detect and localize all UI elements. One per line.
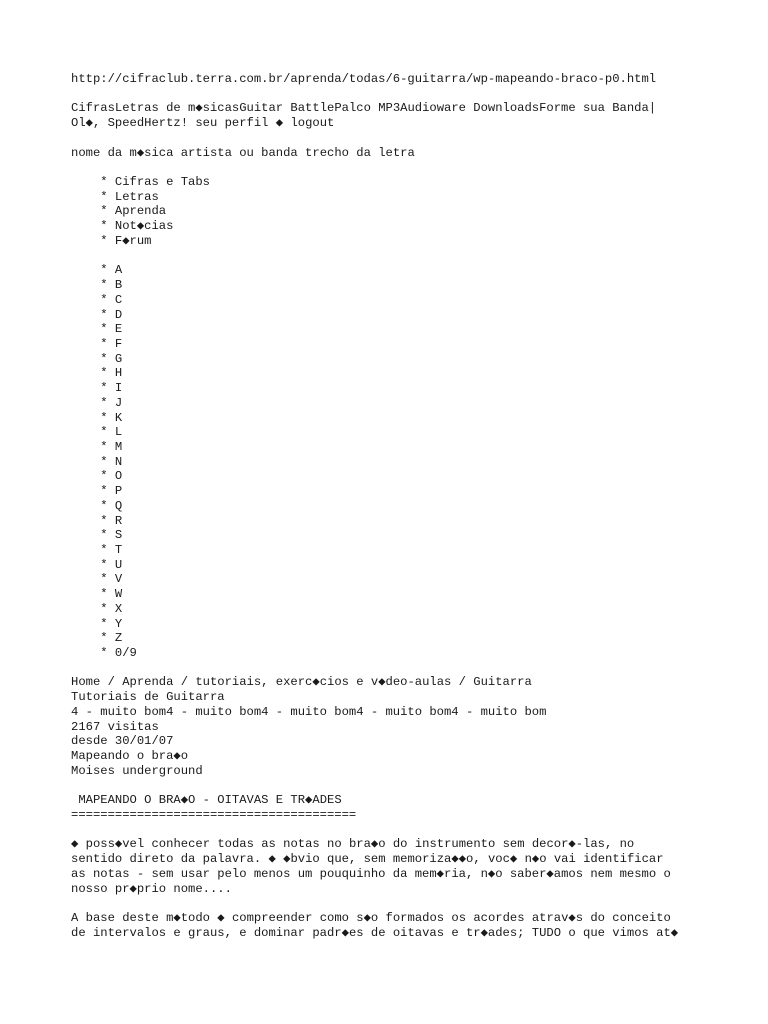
- alpha-item[interactable]: * M: [71, 439, 123, 454]
- search-options[interactable]: nome da m◆sica artista ou banda trecho da letra: [71, 145, 415, 160]
- article-paragraph-2: [71, 911, 751, 940]
- alpha-item[interactable]: * A: [71, 263, 123, 278]
- alpha-item[interactable]: * Y: [71, 616, 123, 631]
- alpha-item[interactable]: * W: [71, 587, 123, 602]
- main-nav-item-noticias[interactable]: * Not◆cias: [71, 219, 174, 234]
- paragraph-line: de intervalos e graus, e dominar padr◆es de oitavas e tr◆ades; TUDO o que vimos at◆: [71, 925, 679, 940]
- top-menu-bar[interactable]: CifrasLetras de m◆sicasGuitar BattlePalco MP3Audioware DownloadsForme sua Banda|: [71, 101, 657, 116]
- paragraph-line: nosso pr◆prio nome....: [71, 881, 232, 896]
- alpha-item[interactable]: * G: [71, 351, 123, 366]
- spacer: [71, 779, 751, 794]
- spacer: [71, 896, 751, 911]
- alphabet-nav-list: [71, 263, 751, 660]
- publish-date: desde 30/01/07: [71, 734, 174, 749]
- spacer: [71, 823, 751, 838]
- page-url[interactable]: http://cifraclub.terra.com.br/aprenda/todas/6-guitarra/wp-mapeando-braco-p0.html: [71, 72, 657, 86]
- alpha-item[interactable]: * P: [71, 484, 123, 499]
- alpha-item[interactable]: * L: [71, 425, 123, 440]
- alpha-item[interactable]: * B: [71, 278, 123, 293]
- main-nav-item-forum[interactable]: * F◆rum: [71, 233, 152, 248]
- rating-options[interactable]: 4 - muito bom4 - muito bom4 - muito bom4 - muito bom4 - muito bom: [71, 704, 547, 719]
- alpha-item[interactable]: * E: [71, 322, 123, 337]
- alpha-item[interactable]: * V: [71, 572, 123, 587]
- paragraph-line: as notas - sem usar pelo menos um pouquinho da mem◆ria, n◆o saber◆amos nem mesmo o: [71, 866, 671, 881]
- alpha-item[interactable]: * K: [71, 410, 123, 425]
- user-greeting-line[interactable]: Ol◆, SpeedHertz! seu perfil ◆ logout: [71, 116, 335, 131]
- document-page: [71, 72, 751, 940]
- section-title: Tutoriais de Guitarra: [71, 690, 225, 705]
- article-author[interactable]: Moises underground: [71, 763, 203, 778]
- alpha-item[interactable]: * U: [71, 557, 123, 572]
- spacer: [71, 87, 751, 102]
- spacer: [71, 131, 751, 146]
- spacer: [71, 249, 751, 264]
- main-nav-item-aprenda[interactable]: * Aprenda: [71, 204, 167, 219]
- alpha-item[interactable]: * O: [71, 469, 123, 484]
- alpha-item[interactable]: * C: [71, 292, 123, 307]
- paragraph-line: A base deste m◆todo ◆ compreender como s◆o formados os acordes atrav◆s do conceito: [71, 910, 671, 925]
- alpha-item[interactable]: * Q: [71, 498, 123, 513]
- main-nav-list: [71, 175, 751, 249]
- alpha-item[interactable]: * H: [71, 366, 123, 381]
- breadcrumb[interactable]: Home / Aprenda / tutoriais, exerc◆cios e v◆deo-aulas / Guitarra: [71, 675, 532, 690]
- alpha-item[interactable]: * D: [71, 307, 123, 322]
- alpha-item[interactable]: * F: [71, 336, 123, 351]
- main-nav-item-letras[interactable]: * Letras: [71, 189, 159, 204]
- alpha-item[interactable]: * R: [71, 513, 123, 528]
- spacer: [71, 661, 751, 676]
- alpha-item[interactable]: * X: [71, 601, 123, 616]
- spacer: [71, 160, 751, 175]
- heading-underline: =======================================: [71, 807, 357, 822]
- alpha-item[interactable]: * S: [71, 528, 123, 543]
- article-paragraph-1: [71, 837, 751, 896]
- article-heading: MAPEANDO O BRA◆O - OITAVAS E TR◆ADES: [71, 793, 342, 808]
- paragraph-line: ◆ poss◆vel conhecer todas as notas no bra◆o do instrumento sem decor◆-las, no: [71, 837, 635, 852]
- alpha-item[interactable]: * I: [71, 381, 123, 396]
- alpha-item[interactable]: * N: [71, 454, 123, 469]
- main-nav-item-cifras[interactable]: * Cifras e Tabs: [71, 175, 210, 190]
- visit-count: 2167 visitas: [71, 719, 159, 734]
- alpha-item[interactable]: * J: [71, 395, 123, 410]
- alpha-item[interactable]: * Z: [71, 631, 123, 646]
- paragraph-line: sentido direto da palavra. ◆ ◆bvio que, sem memoriza◆◆o, voc◆ n◆o vai identificar: [71, 852, 664, 867]
- alpha-item[interactable]: * 0/9: [71, 646, 137, 661]
- article-title: Mapeando o bra◆o: [71, 749, 189, 764]
- alpha-item[interactable]: * T: [71, 543, 123, 557]
